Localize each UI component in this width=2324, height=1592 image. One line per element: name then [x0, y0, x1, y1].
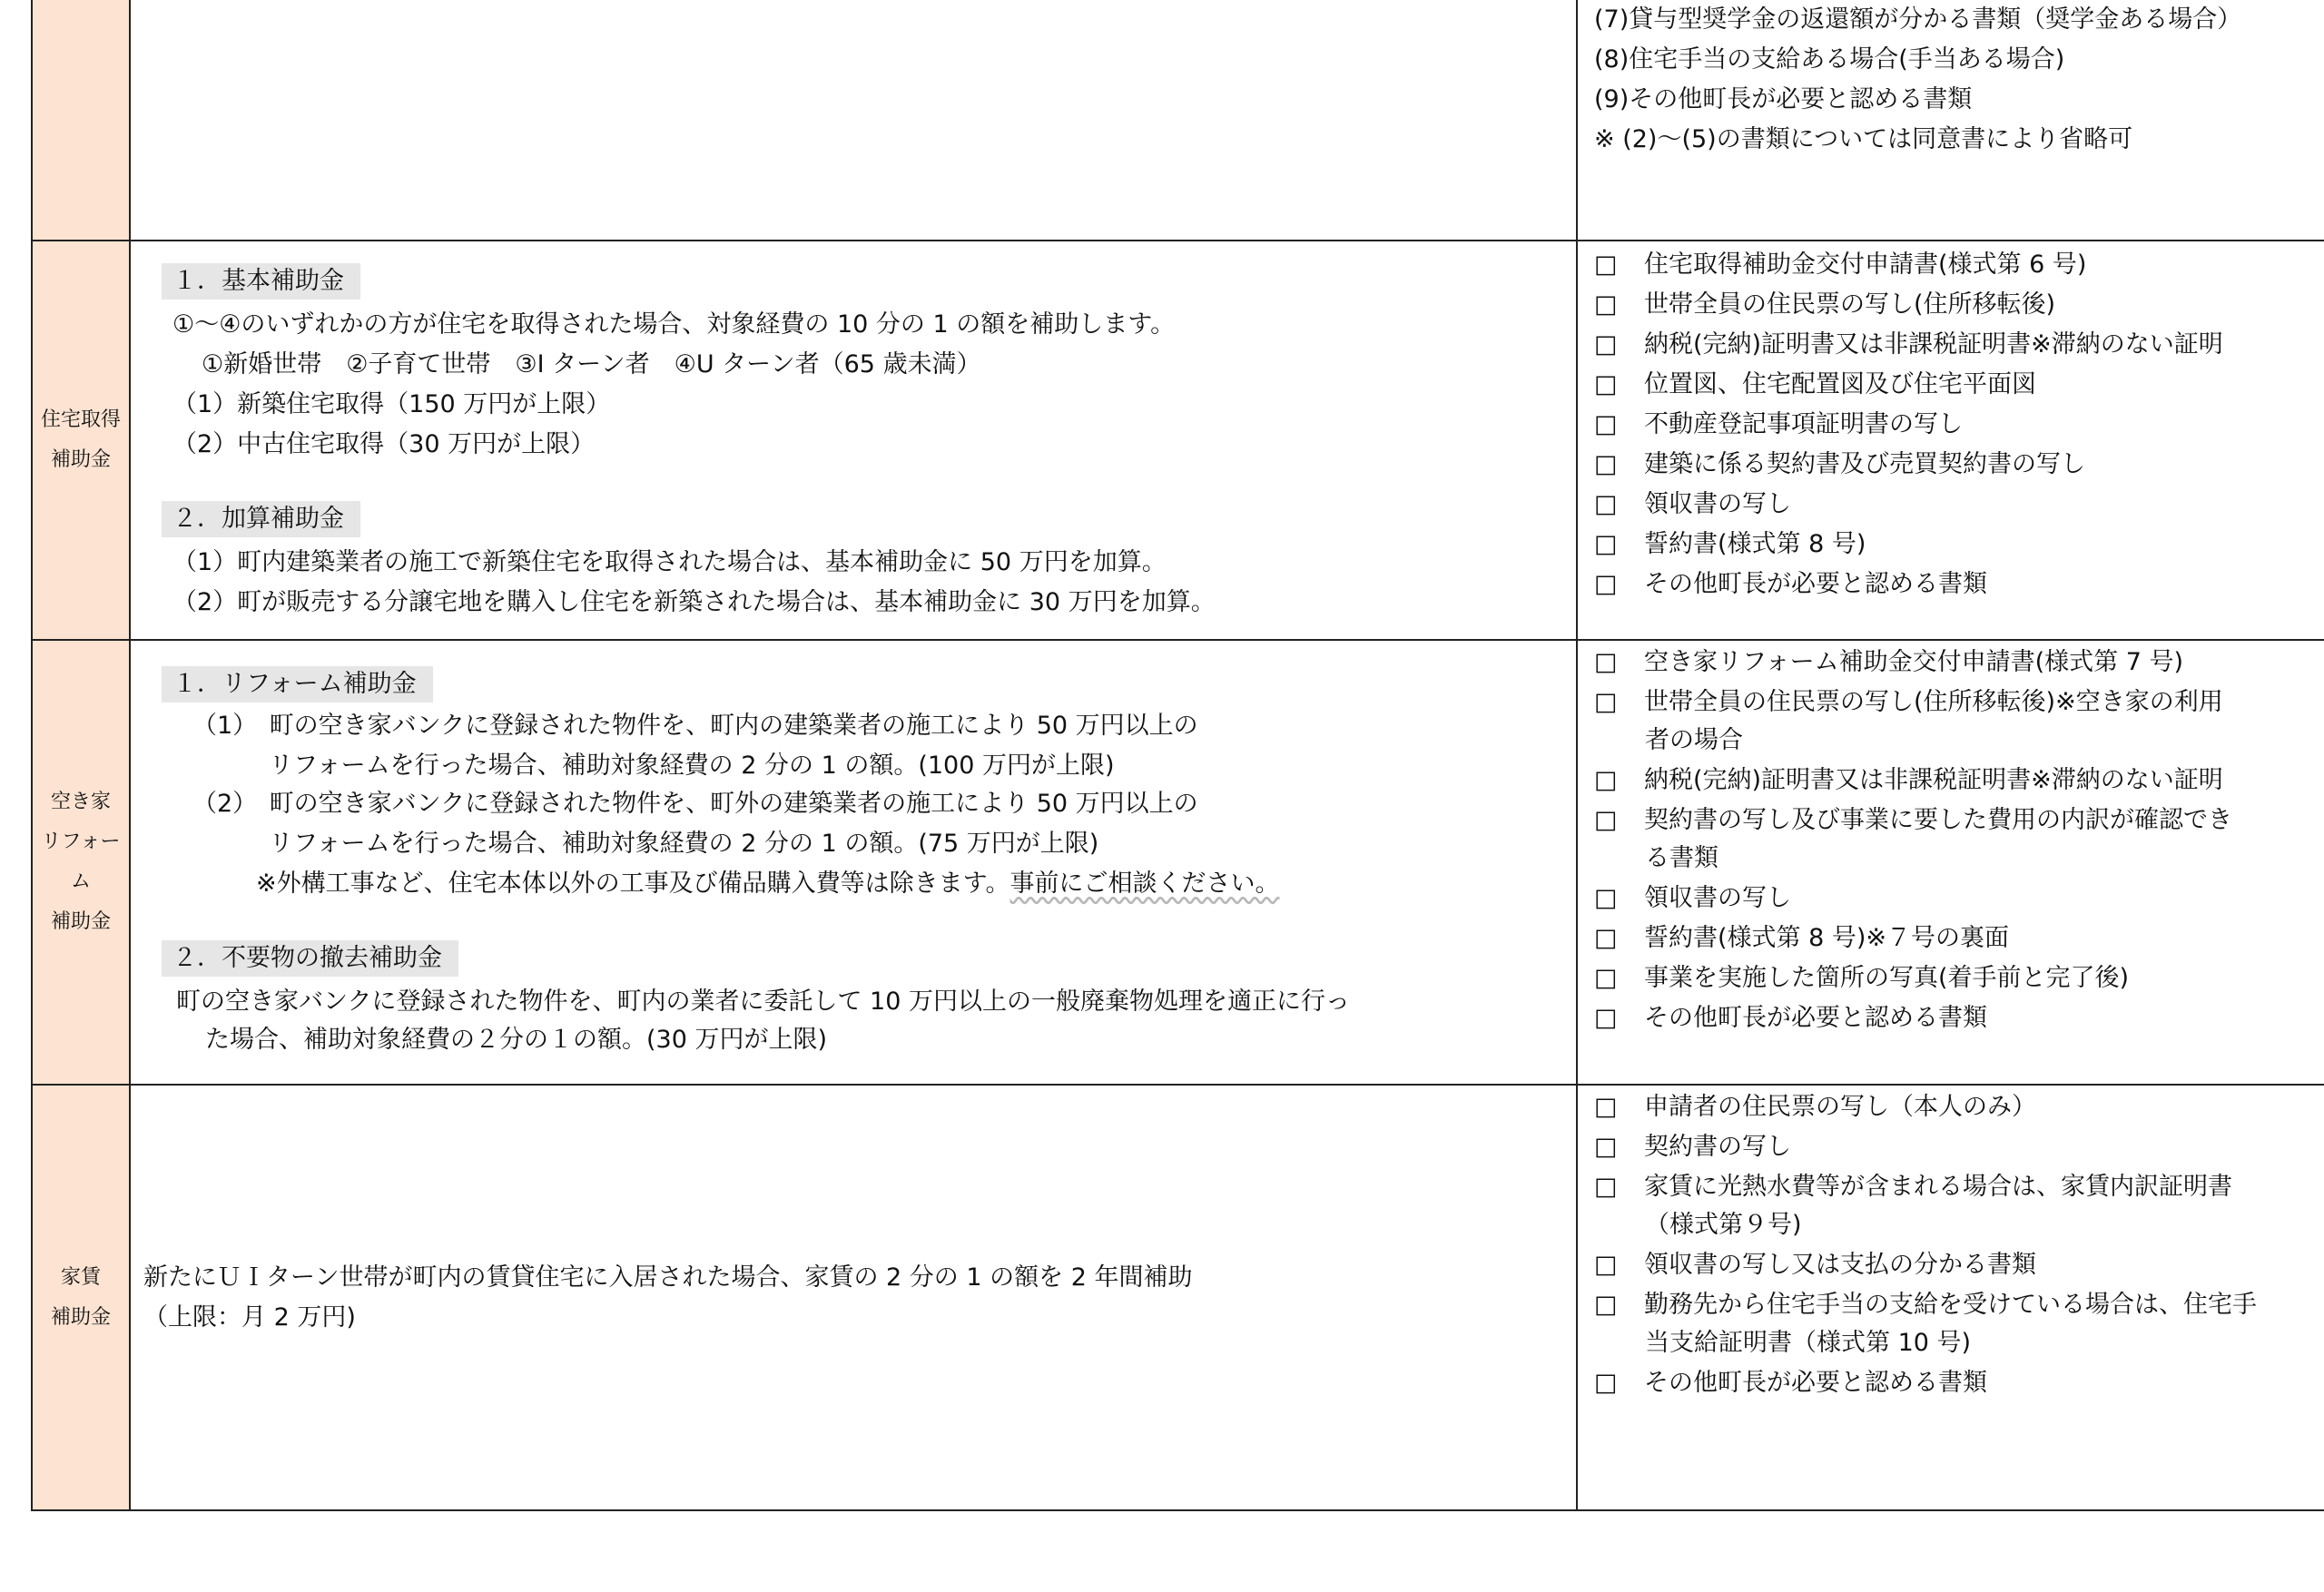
doc-item: □ 誓約書(様式第 8 号) [1594, 528, 1866, 561]
doc-item: □ 誓約書(様式第 8 号)※７号の裏面 [1594, 922, 2009, 955]
checkbox-icon: □ [1594, 766, 1618, 794]
checkbox-icon: □ [1594, 964, 1618, 992]
doc-item: □ 領収書の写し [1594, 882, 1791, 915]
doc-item-cont: 当支給証明書（様式第 10 号) [1645, 1329, 1972, 1357]
doc-item: □ 領収書の写し [1594, 488, 1791, 521]
checkbox-icon: □ [1594, 410, 1618, 438]
row-content-vacant [129, 639, 1578, 1086]
section-heading: １．リフォーム補助金 [162, 666, 433, 703]
checkbox-icon: □ [1594, 1093, 1618, 1121]
row-label-vacant [31, 639, 131, 1086]
doc-item: □ 納税(完納)証明書又は非課税証明書※滞納のない証明 [1594, 764, 2223, 797]
doc-item: □ 契約書の写し [1594, 1131, 1791, 1164]
doc-item: □ 納税(完納)証明書又は非課税証明書※滞納のない証明 [1594, 329, 2223, 361]
content-line: た場合、補助対象経費の２分の１の額。(30 万円が上限) [205, 1026, 828, 1054]
doc-item: □ 世帯全員の住民票の写し(住所移転後)※空き家の利用 [1594, 686, 2223, 719]
checkbox-icon: □ [1594, 1133, 1618, 1161]
row-docs-vacant [1576, 639, 2324, 1086]
checkbox-icon: □ [1594, 290, 1618, 319]
checkbox-icon: □ [1594, 806, 1618, 834]
doc-item: □ その他町長が必要と認める書類 [1594, 1367, 1987, 1400]
content-line [256, 868, 1279, 900]
doc-item: □ 不動産登記事項証明書の写し [1594, 408, 1963, 441]
content-line: （1）新築住宅取得（150 万円が上限） [172, 390, 611, 418]
doc-item: □ 空き家リフォーム補助金交付申請書(様式第 7 号) [1594, 646, 2183, 679]
checkbox-icon: □ [1594, 1369, 1618, 1397]
row-docs-housing [1576, 240, 2324, 641]
row-label-housing [31, 240, 131, 641]
label-line: 補助金 [50, 1305, 111, 1329]
doc-item: □ 勤務先から住宅手当の支給を受けている場合は、住宅手 [1594, 1289, 2257, 1322]
row-content-rent [129, 1084, 1578, 1511]
content-line: （1） 町の空き家バンクに登録された物件を、町内の建築業者の施工により 50 万円以上の [192, 712, 1198, 740]
checkbox-icon: □ [1594, 251, 1618, 279]
subsidy-table [31, 0, 2324, 1511]
row-content-housing [129, 240, 1578, 641]
row-content-continued [129, 0, 1578, 241]
doc-item: □ 領収書の写し又は支払の分かる書類 [1594, 1249, 2036, 1282]
content-line: （2）町が販売する分譲宅地を購入し住宅を新築された場合は、基本補助金に 30 万円を加算。 [172, 588, 1216, 616]
checkbox-icon: □ [1594, 1291, 1618, 1319]
section-heading: ２．不要物の撤去補助金 [162, 940, 458, 977]
doc-note: ※ (2)～(5)の書類については同意書により省略可 [1594, 125, 2133, 153]
doc-item: (9)その他町長が必要と認める書類 [1594, 85, 1973, 113]
content-line: （2）中古住宅取得（30 万円が上限） [172, 430, 596, 458]
content-line: ①～④のいずれかの方が住宅を取得された場合、対象経費の 10 分の 1 の額を補助します。 [172, 310, 1176, 339]
label-line: 補助金 [50, 448, 111, 471]
checkbox-icon: □ [1594, 688, 1618, 716]
row-label-rent [31, 1084, 131, 1511]
checkbox-icon: □ [1594, 1251, 1618, 1279]
content-line: （1）町内建築業者の施工で新築住宅を取得された場合は、基本補助金に 50 万円を加算。 [172, 548, 1167, 576]
note-text: ※外構工事など、住宅本体以外の工事及び備品購入費等は除きます。 [256, 870, 1010, 898]
section-heading: １．基本補助金 [162, 263, 360, 300]
doc-item: □ 住宅取得補助金交付申請書(様式第 6 号) [1594, 249, 2086, 281]
doc-item-cont: （様式第９号) [1645, 1211, 1802, 1239]
doc-item-cont: 者の場合 [1645, 726, 1743, 754]
checkbox-icon: □ [1594, 1004, 1618, 1032]
doc-item: □ 申請者の住民票の写し（本人のみ） [1594, 1091, 2036, 1124]
label-line: 住宅取得 [40, 408, 121, 431]
checkbox-icon: □ [1594, 450, 1618, 478]
content-line: ①新婚世帯 ②子育て世帯 ③I ターン者 ④U ターン者（65 歳未満） [202, 350, 981, 378]
row-docs-continued [1576, 0, 2324, 241]
content-line: 町の空き家バンクに登録された物件を、町内の業者に委託して 10 万円以上の一般廃棄物処理を適正に行っ [176, 988, 1350, 1016]
content-line: リフォームを行った場合、補助対象経費の 2 分の 1 の額。(100 万円が上限) [269, 752, 1115, 780]
doc-item: □ その他町長が必要と認める書類 [1594, 1002, 1987, 1035]
doc-item: □ 位置図、住宅配置図及び住宅平面図 [1594, 369, 2036, 401]
doc-item: □ 建築に係る契約書及び売買契約書の写し [1594, 448, 2085, 481]
label-line: 家賃 [60, 1265, 101, 1289]
label-line: 空き家 [50, 791, 111, 813]
checkbox-icon: □ [1594, 648, 1618, 676]
doc-item: □ 家賃に光熱水費等が含まれる場合は、家賃内訳証明書 [1594, 1171, 2232, 1204]
doc-item: (8)住宅手当の支給ある場合(手当ある場合) [1594, 45, 2065, 74]
checkbox-icon: □ [1594, 1173, 1618, 1201]
content-line: （2） 町の空き家バンクに登録された物件を、町外の建築業者の施工により 50 万円以上の [192, 790, 1198, 818]
section-heading: ２．加算補助金 [162, 501, 360, 537]
doc-item: □ その他町長が必要と認める書類 [1594, 568, 1987, 601]
doc-item: □ 世帯全員の住民票の写し(住所移転後) [1594, 289, 2055, 321]
doc-item: (7)貸与型奨学金の返還額が分かる書類（奨学金ある場合） [1594, 5, 2242, 34]
row-label-continued [31, 0, 131, 241]
doc-item-cont: る書類 [1645, 844, 1718, 872]
content-line: リフォームを行った場合、補助対象経費の 2 分の 1 の額。(75 万円が上限) [269, 830, 1099, 858]
checkbox-icon: □ [1594, 924, 1618, 952]
checkbox-icon: □ [1594, 370, 1618, 398]
content-line: （上限：月 2 万円) [143, 1303, 356, 1332]
checkbox-icon: □ [1594, 570, 1618, 598]
consult-note: 事前にご相談ください。 [1009, 870, 1280, 898]
doc-item: □ 事業を実施した箇所の写真(着手前と完了後) [1594, 962, 2129, 995]
row-docs-rent [1576, 1084, 2324, 1511]
content-line: 新たにＵＩターン世帯が町内の賃貸住宅に入居された場合、家賃の 2 分の 1 の額を 2 年間補助 [143, 1263, 1193, 1292]
checkbox-icon: □ [1594, 530, 1618, 558]
checkbox-icon: □ [1594, 490, 1618, 518]
doc-item: □ 契約書の写し及び事業に要した費用の内訳が確認でき [1594, 804, 2232, 837]
checkbox-icon: □ [1594, 330, 1618, 359]
label-line: ム [70, 870, 91, 893]
label-line: 補助金 [50, 910, 111, 933]
checkbox-icon: □ [1594, 884, 1618, 912]
label-line: リフォー [41, 830, 121, 853]
